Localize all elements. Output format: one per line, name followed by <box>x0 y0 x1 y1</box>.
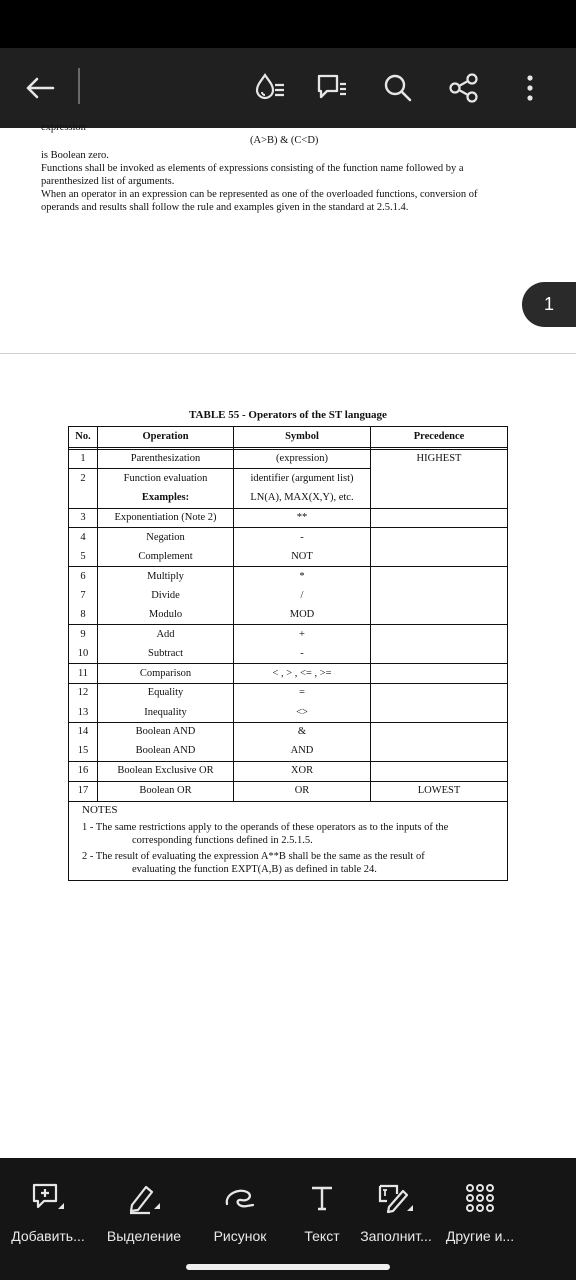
cell-no: 4 <box>80 532 86 543</box>
back-arrow-icon <box>25 76 55 100</box>
header-symbol: Symbol <box>285 431 319 442</box>
operators-table <box>68 426 508 881</box>
cell-no: 10 <box>77 648 89 659</box>
cell-no: 8 <box>80 609 86 620</box>
cell-operation: Equality <box>147 687 184 698</box>
cell-symbol: < , > , <= , >= <box>272 668 332 679</box>
cell-symbol: & <box>297 726 307 737</box>
cell-operation: Subtract <box>148 648 183 659</box>
cell-precedence: HIGHEST <box>416 453 462 464</box>
row-line <box>69 722 507 723</box>
cell-no: 6 <box>80 571 86 582</box>
cell-no: 2 <box>80 473 86 484</box>
row-line <box>69 801 507 802</box>
tool-label: Рисунок <box>213 1228 267 1244</box>
draw-icon <box>220 1178 260 1218</box>
cell-operation: Boolean OR <box>139 785 192 796</box>
cell-no: 1 <box>80 453 86 464</box>
search-button[interactable] <box>372 62 424 114</box>
cell-operation: Comparison <box>139 668 192 679</box>
cell-symbol: MOD <box>289 609 315 620</box>
row-line <box>69 508 507 509</box>
cell-operation: Divide <box>151 590 180 601</box>
more-options-button[interactable] <box>504 62 556 114</box>
share-button[interactable] <box>438 62 490 114</box>
note-line: evaluating the function EXPT(A,B) as defined in table 24. <box>132 864 377 875</box>
tool-label: Выделение <box>106 1228 182 1244</box>
highlight-icon <box>124 1178 164 1218</box>
tool-label: Добавить... <box>11 1228 85 1244</box>
row-line <box>69 663 507 664</box>
cell-precedence: LOWEST <box>417 785 461 796</box>
formula: (A>B) & (C<D) <box>250 135 319 146</box>
row-line <box>69 527 507 528</box>
back-button[interactable] <box>14 62 66 114</box>
cell-operation: Exponentiation (Note 2) <box>114 512 217 523</box>
cell-operation: Function evaluation <box>123 473 208 484</box>
notes-title: NOTES <box>82 804 118 816</box>
cell-no: 12 <box>77 687 89 698</box>
cell-no: 16 <box>77 765 89 776</box>
home-indicator[interactable] <box>186 1264 390 1270</box>
toolbar-separator <box>78 68 80 104</box>
row-line <box>69 761 507 762</box>
more-tools-icon <box>460 1178 500 1218</box>
cell-no: 13 <box>77 707 89 718</box>
cell-no: 17 <box>77 785 89 796</box>
cell-symbol: * <box>299 571 305 582</box>
text-line: operands and results shall follow the rule and examples given in the standard at 2.5.1.4. <box>41 202 409 213</box>
row-line <box>69 449 507 450</box>
cell-symbol: NOT <box>291 551 313 562</box>
top-toolbar <box>0 48 576 128</box>
cell-symbol: identifier (argument list) <box>250 473 354 484</box>
cell-no: 14 <box>77 726 89 737</box>
cell-operation: Boolean Exclusive OR <box>117 765 214 776</box>
cell-operation: Modulo <box>148 609 183 620</box>
cell-no: 3 <box>80 512 86 523</box>
cell-symbol: XOR <box>290 765 314 776</box>
row-line <box>69 781 507 782</box>
row-line <box>69 683 507 684</box>
cell-symbol: <> <box>296 707 308 718</box>
cell-symbol: ** <box>296 512 308 523</box>
comment-list-icon <box>315 71 349 105</box>
cell-operation: Boolean AND <box>135 745 196 756</box>
tool-label: Другие и... <box>445 1228 515 1244</box>
fill-sign-icon <box>376 1178 416 1218</box>
cell-operation: Complement <box>138 551 193 562</box>
cell-symbol: LN(A), MAX(X,Y), etc. <box>250 492 354 503</box>
cell-operation: Negation <box>146 532 185 543</box>
tool-label: Заполнит... <box>360 1228 432 1244</box>
add-comment-icon <box>28 1178 68 1218</box>
page-divider <box>0 353 576 354</box>
note-line: 1 - The same restrictions apply to the operands of these operators as to the inputs of the <box>82 822 449 833</box>
fill-sign-tool[interactable] <box>348 1158 444 1258</box>
cell-operation: Boolean AND <box>135 726 196 737</box>
cell-symbol: AND <box>290 745 314 756</box>
text-icon <box>302 1178 342 1218</box>
cell-operation: Multiply <box>147 571 184 582</box>
cell-symbol: - <box>300 648 304 659</box>
cell-symbol: / <box>300 590 304 601</box>
more-tools[interactable] <box>432 1158 528 1258</box>
table-title: TABLE 55 - Operators of the ST language <box>189 409 387 421</box>
cell-operation: Parenthesization <box>130 453 201 464</box>
add-comment-tool[interactable] <box>0 1158 96 1258</box>
col-line <box>370 427 371 801</box>
cell-no: 9 <box>80 629 86 640</box>
share-icon <box>448 73 480 103</box>
header-operation: Operation <box>142 431 189 442</box>
cell-symbol: = <box>299 687 305 698</box>
status-bar <box>0 0 576 48</box>
text-line: Functions shall be invoked as elements of expressions consisting of the function name followed by a <box>41 163 464 174</box>
row-line <box>69 566 507 567</box>
document-page-1 <box>0 122 576 353</box>
cell-operation: Add <box>156 629 175 640</box>
tool-label: Текст <box>304 1228 340 1244</box>
reading-mode-button[interactable] <box>244 62 296 114</box>
note-line: corresponding functions defined in 2.5.1.5. <box>132 835 313 846</box>
cell-symbol: (expression) <box>276 453 328 464</box>
page-number-badge[interactable]: 1 <box>522 282 576 327</box>
cell-operation: Examples: <box>141 492 190 503</box>
highlight-tool[interactable] <box>96 1158 192 1258</box>
cell-no: 15 <box>77 745 89 756</box>
row-line <box>69 447 507 448</box>
text-line: parenthesized list of arguments. <box>41 176 175 187</box>
text-line: is Boolean zero. <box>41 150 109 161</box>
note-line: 2 - The result of evaluating the expression A**B shall be the same as the result of <box>82 851 425 862</box>
row-line <box>69 468 370 469</box>
cell-symbol: + <box>299 629 305 640</box>
comments-button[interactable] <box>306 62 358 114</box>
search-icon <box>383 73 413 103</box>
cell-no: 5 <box>80 551 86 562</box>
more-vertical-icon <box>525 73 535 103</box>
cell-no: 7 <box>80 590 86 601</box>
cell-symbol: OR <box>294 785 310 796</box>
bottom-toolbar <box>0 1158 576 1280</box>
cut-off-word: expression <box>41 122 86 133</box>
cell-operation: Inequality <box>144 707 187 718</box>
header-no: No. <box>75 431 91 442</box>
row-line <box>69 624 507 625</box>
text-line: When an operator in an expression can be represented as one of the overloaded functions, conversion of <box>41 189 478 200</box>
drop-list-icon <box>253 71 287 105</box>
cell-symbol: - <box>300 532 304 543</box>
header-precedence: Precedence <box>413 431 465 442</box>
cell-no: 11 <box>77 668 89 679</box>
